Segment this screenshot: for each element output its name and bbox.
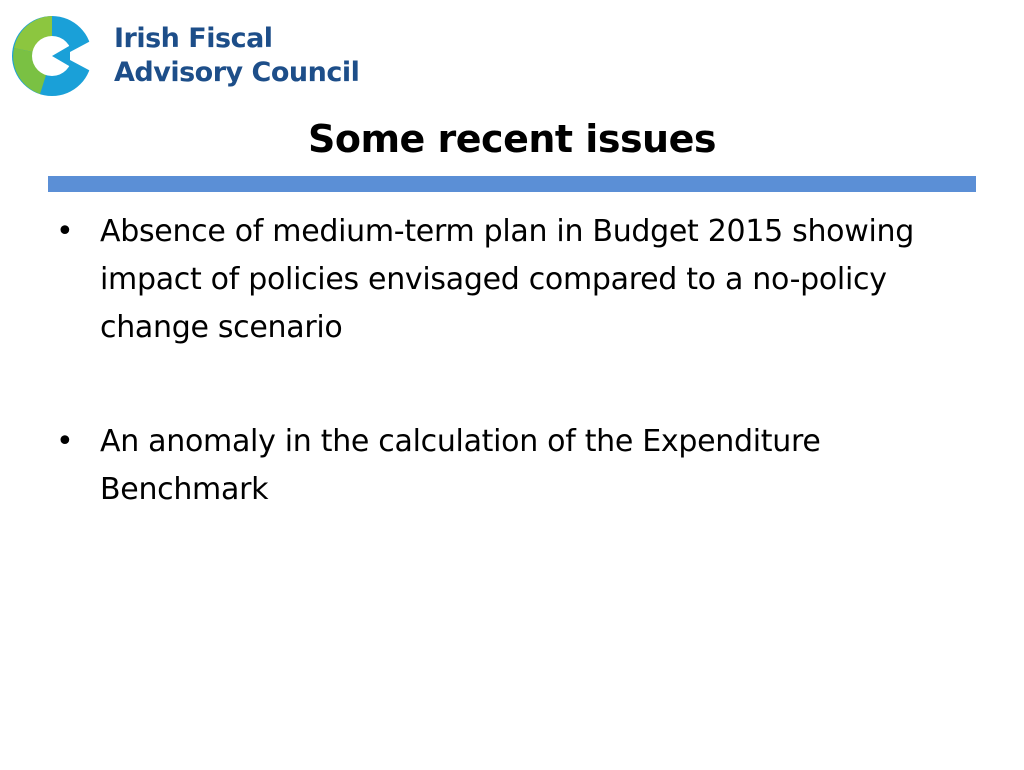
logo [10, 12, 390, 102]
logo-line-1: Irish Fiscal [114, 23, 273, 54]
bullet-text: Absence of medium-term plan in Budget 2015 showing impact of policies envisaged compared to a no-policy change scenario [100, 214, 914, 345]
bullet-text: An anomaly in the calculation of the Expenditure Benchmark [100, 424, 821, 507]
bullet-list [56, 208, 976, 514]
bullet-marker: • [56, 214, 74, 249]
logo-line-2: Advisory Council [114, 57, 360, 88]
title-divider [48, 176, 976, 192]
bullet-marker: • [56, 424, 74, 459]
bullet-item [56, 418, 976, 514]
slide-title: Some recent issues [307, 117, 717, 161]
bullet-item [56, 208, 976, 352]
logo-wordmark [114, 22, 359, 90]
council-logo-icon [10, 12, 100, 100]
